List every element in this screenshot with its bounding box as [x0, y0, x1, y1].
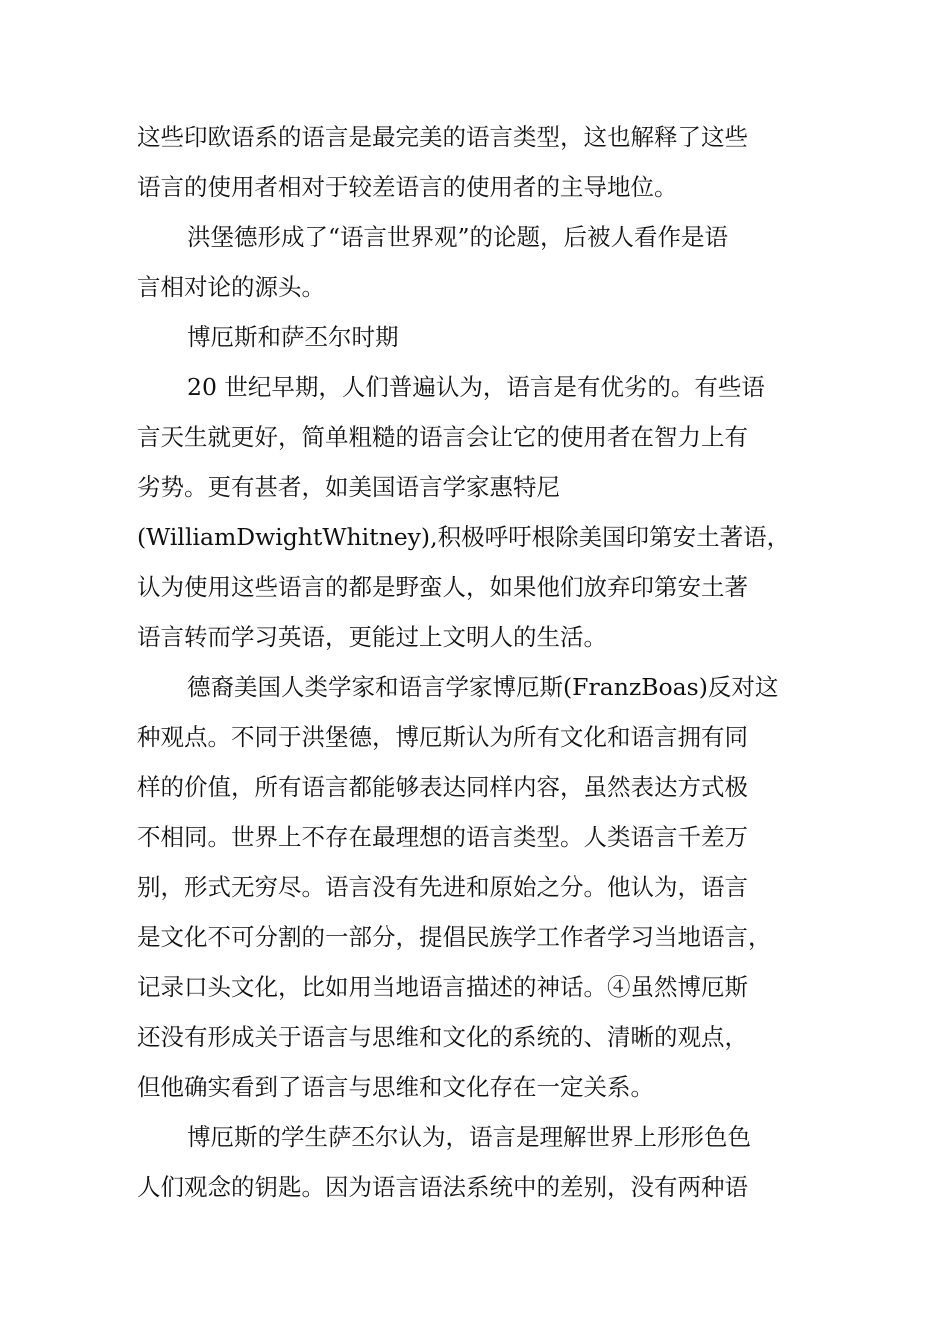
text-line: 劣势。更有甚者，如美国语言学家惠特尼 — [137, 473, 560, 501]
text-line: 还没有形成关于语言与思维和文化的系统的、清晰的观点， — [137, 1023, 748, 1051]
text-line: 但他确实看到了语言与思维和文化存在一定关系。 — [137, 1073, 654, 1101]
text-line: 人们观念的钥匙。因为语言语法系统中的差别，没有两种语 — [137, 1173, 748, 1201]
text-line: 种观点。不同于洪堡德，博厄斯认为所有文化和语言拥有同 — [137, 723, 748, 751]
text-line: 博厄斯的学生萨丕尔认为，语言是理解世界上形形色色 — [187, 1123, 751, 1151]
text-line: 样的价值，所有语言都能够表达同样内容，虽然表达方式极 — [137, 773, 748, 801]
text-line: 语言转而学习英语，更能过上文明人的生活。 — [137, 623, 607, 651]
text-line: (WilliamDwightWhitney),积极呼吁根除美国印第安土著语， — [137, 523, 791, 551]
text-line: 别，形式无穷尽。语言没有先进和原始之分。他认为，语言 — [137, 873, 748, 901]
text-line: 言天生就更好，简单粗糙的语言会让它的使用者在智力上有 — [137, 423, 748, 451]
text-line: 博厄斯和萨丕尔时期 — [187, 323, 399, 351]
text-line: 语言的使用者相对于较差语言的使用者的主导地位。 — [137, 173, 678, 201]
section-heading — [137, 312, 817, 362]
paragraph — [137, 362, 817, 662]
text-line: 不相同。世界上不存在最理想的语言类型。人类语言千差万 — [137, 823, 748, 851]
paragraph — [137, 1112, 817, 1212]
text-line: 德裔美国人类学家和语言学家博厄斯(FranzBoas)反对这 — [187, 673, 779, 701]
text-line: 认为使用这些语言的都是野蛮人，如果他们放弃印第安土著 — [137, 573, 748, 601]
paragraph — [137, 662, 817, 1112]
paragraph — [137, 112, 817, 212]
paragraph — [137, 212, 817, 312]
text-line: 洪堡德形成了“语言世界观”的论题，后被人看作是语 — [187, 223, 729, 251]
text-line: 这些印欧语系的语言是最完美的语言类型，这也解释了这些 — [137, 123, 748, 151]
text-line: 言相对论的源头。 — [137, 273, 325, 301]
text-line: 是文化不可分割的一部分，提倡民族学工作者学习当地语言， — [137, 923, 772, 951]
text-line: 记录口头文化，比如用当地语言描述的神话。④虽然博厄斯 — [137, 973, 748, 1001]
document-body — [137, 112, 817, 1212]
text-line: 20 世纪早期，人们普遍认为，语言是有优劣的。有些语 — [187, 373, 765, 401]
